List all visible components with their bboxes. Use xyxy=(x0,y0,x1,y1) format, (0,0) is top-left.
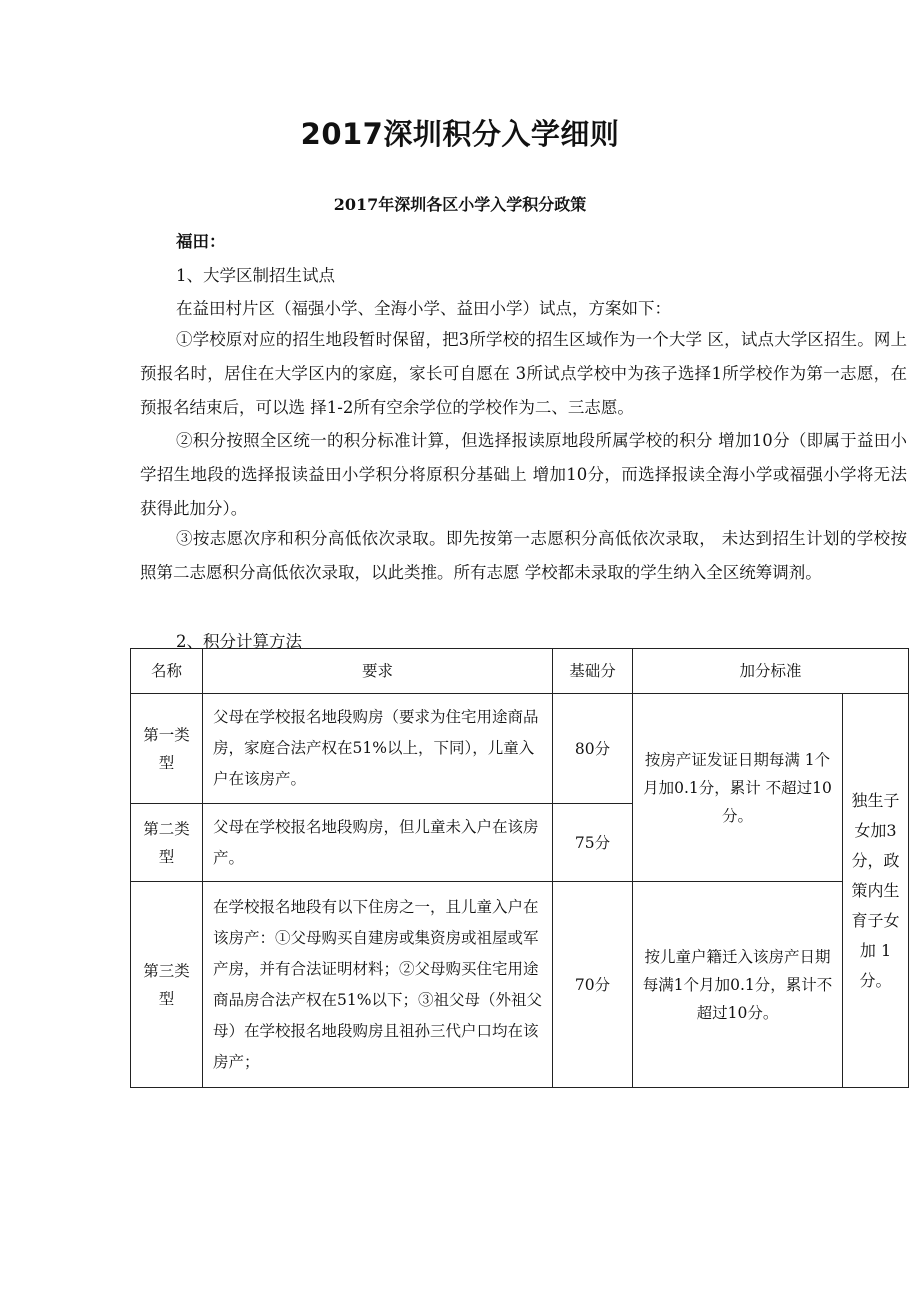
row1-requirement: 父母在学校报名地段购房（要求为住宅用途商品房，家庭合法产权在51%以上，下同），儿童入户在该房产。 xyxy=(203,694,553,804)
table-row xyxy=(131,882,909,1088)
header-requirement: 要求 xyxy=(203,649,553,694)
bonus-only-child: 独生子女加3分，政策内生育子女加 1分。 xyxy=(843,694,909,1088)
section1-point-3: ③按志愿次序和积分高低依次录取。即先按第一志愿积分高低依次录取， 未达到招生计划的学校按照第二志愿积分高低依次录取，以此类推。所有志愿 学校都未录取的学生纳入全区统筹调剂。 xyxy=(140,529,907,582)
header-bonus: 加分标准 xyxy=(633,649,909,694)
row2-name: 第二类型 xyxy=(131,804,203,882)
table-header-row xyxy=(131,649,909,694)
row3-requirement: 在学校报名地段有以下住房之一，且儿童入户在该房产：①父母购买自建房或集资房或祖屋或军产房，并有合法证明材料；②父母购买住宅用途商品房合法产权在51%以下；③祖父母（外祖父母）在学校报名地段购房且祖孙三代户口均在该房产； xyxy=(203,882,553,1088)
row3-name: 第三类型 xyxy=(131,882,203,1088)
section1-point-1: ①学校原对应的招生地段暂时保留，把3所学校的招生区域作为一个大学 区，试点大学区招生。网上预报名时，居住在大学区内的家庭，家长可自愿在 3所试点学校中为孩子选择1所学校作为第一志愿，在预报名结束后，可以选 择1-2所有空余学位的学校作为二、三志愿。 xyxy=(140,330,907,417)
section1-point-2: ②积分按照全区统一的积分标准计算，但选择报读原地段所属学校的积分 增加10分（即属于益田小学招生地段的选择报读益田小学积分将原积分基础上 增加10分，而选择报读全海小学或福强小学将无法获得此加分）。 xyxy=(140,431,907,518)
points-table xyxy=(130,648,909,1088)
page-subtitle: 2017年深圳各区小学入学积分政策 xyxy=(333,195,587,214)
header-name: 名称 xyxy=(131,649,203,694)
bonus-hukou-date: 按儿童户籍迁入该房产日期每满1个月加0.1分，累计不超过10分。 xyxy=(633,882,843,1088)
section1-intro: 在益田村片区（福强小学、全海小学、益田小学）试点，方案如下： xyxy=(176,299,671,318)
section2-heading: 2、积分计算方法 xyxy=(176,632,302,651)
row1-name: 第一类型 xyxy=(131,694,203,804)
row2-requirement: 父母在学校报名地段购房，但儿童未入户在该房产。 xyxy=(203,804,553,882)
page-title: 2017深圳积分入学细则 xyxy=(300,117,620,151)
header-base: 基础分 xyxy=(553,649,633,694)
row3-base: 70分 xyxy=(553,882,633,1088)
row2-base: 75分 xyxy=(553,804,633,882)
row1-base: 80分 xyxy=(553,694,633,804)
section1-heading: 1、大学区制招生试点 xyxy=(176,266,335,285)
region-label: 福田： xyxy=(176,232,226,251)
table-row xyxy=(131,694,909,804)
bonus-house-date: 按房产证发证日期每满 1个月加0.1分，累计 不超过10分。 xyxy=(633,694,843,882)
